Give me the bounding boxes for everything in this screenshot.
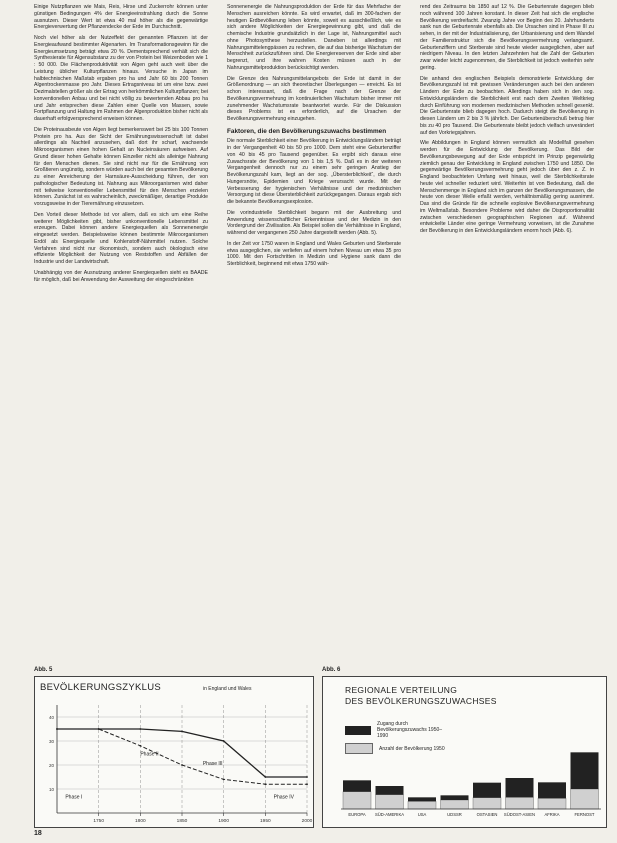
category-label: OSTASIEN (476, 812, 498, 817)
phase-label: Phase I (65, 794, 83, 801)
figure-label-5: Abb. 5 (34, 667, 53, 673)
y-tick-label: 40 (48, 715, 54, 720)
chart-subtitle: in England und Wales (203, 686, 252, 692)
category-label: USA (417, 812, 427, 817)
y-tick-label: 30 (48, 739, 54, 744)
paragraph: Die Proteinausbeute von Algen liegt bemerkenswert bei 25 bis 100 Tonnen Protein pro ha. Aus der Sicht der Ernährungswissenschaft ist dabei allerdings als Nachteil anzusehen, daß dort ihr scharf, wachsende Mikroorganismen einen hohen Gehalt an Nucleinsäuren aufweisen. Auf Grund dieser hohen Gehalte können Einzeller nicht als alleinige Nahrung für den Menschen dienen. Sie sind nicht nur für die Ernährung von Großtieren ungünstig, sondern würden auch bei der gesamten Bevölkerung zu einer Anreicherung der Harnsäure-Ausscheidung führen, der von pathologischer Bedeutung ist. Nahrung aus Mikroorganismen wird daher mit teilweise konventioneller Lebensmittel für den Menschen erzielen können. Zunächst ist es wahrscheinlich, zweckmäßiger, derartige Produkte vorzugsweise in der Tierernährung einzusetzen. (34, 126, 208, 207)
category-label: FERNOST (574, 812, 595, 817)
y-tick-label: 10 (48, 787, 54, 792)
text-column-left (34, 4, 208, 287)
chart-title-line2: DES BEVÖLKERUNGSZUWACHSES (345, 696, 497, 706)
bar-population-growth (571, 752, 599, 789)
paragraph: Sonnenenergie die Nahrungsproduktion der Erde für das Mehrfache der Menschen ausreichen könnte. Es wird erwartet, daß im 300-fachen der heutigen Erdbevölkerung leben könnte, soweit es ausschließlich, wie es sich andere Möglichkeiten der Energiegewinnung gibt, und daß die chemische Industrie grundsätzlich in der Lage ist, Nahrungsmittel auch ohne Photosynthese herzustellen. Daneben ist allerdings mit Nahrungsmittelengpässen zu rechnen, die auf das bisherige Wachstum der Menschheit zurückzuführen sind. Die Energiereserven der Erde sind aber begrenzt, und ihre wahren Kosten müssen auch in der Nahrungsmittelproduktion berücksichtigt werden. (227, 4, 401, 71)
paragraph: Unabhängig von der Ausnutzung anderer Energiequellen sieht es BAADE für möglich, daß bei Anwendung der Ausweitung der eingeschränkten (34, 269, 208, 283)
data-point (306, 776, 308, 778)
data-point (264, 776, 266, 778)
figure-regional-distribution (322, 676, 607, 828)
bar-base-population (441, 800, 469, 809)
section-heading: Faktoren, die den Bevölkerungszuwachs bestimmen (227, 127, 387, 135)
bar-population-growth (473, 783, 501, 798)
page-number: 18 (34, 830, 42, 837)
chart-title: BEVÖLKERUNGSZYKLUS (40, 682, 162, 693)
paragraph: Einige Nutzpflanzen wie Mais, Reis, Hirse und Zuckerrohr können unter günstigen Bedingungen 4% der Energieeinstrahlung durch die Sonne ausnutzen. Dieser Wert ist etwa 40 mal höher als die gegenwärtige Energieverwertung der Pflanzendecke der Erde im Durchschnitt. (34, 4, 208, 31)
phase-label: Phase II (140, 751, 159, 758)
phase-label: Phase III (202, 761, 223, 767)
chart-title-line1: REGIONALE VERTEILUNG (345, 685, 458, 695)
x-tick-label: 1850 (176, 819, 188, 824)
data-point (181, 764, 183, 766)
category-label: UDSSR (447, 812, 462, 817)
data-point (306, 783, 308, 785)
x-tick-label: 1750 (93, 819, 105, 824)
x-tick-label: 2000 (301, 819, 313, 824)
paragraph: Die anhand des englischen Beispiels demonstrierte Entwicklung der Bevölkerungszahl ist mit gewissen Veränderungen auch bei den anderen Ländern der Erde zu beobachten. Allerdings haben sich in den sog. Entwicklungsländern die Sterblichkeit erst nach dem Zweiten Weltkrieg durch Einführung von modernen medizinischen Methoden schnell gesenkt. Die Geburtenrate blieb dagegen hoch. Dadurch steigt die Bevölkerung in diesen Ländern um 2 bis 3 % jährlich. Der Geburtenüberschuß betrug hier bis zu 40 pro Tausend. Die Geburtenrate bleibt jedoch vielfach unverändert auf den Vorkriegsjahren. (420, 75, 594, 136)
figure-label-6: Abb. 6 (322, 667, 341, 673)
bar-base-population (473, 798, 501, 809)
data-point (56, 728, 58, 730)
bar-population-growth (343, 780, 371, 791)
bar-chart (323, 677, 606, 827)
bar-population-growth (441, 795, 469, 800)
paragraph: In der Zeit vor 1750 waren in England und Wales Geburten und Sterberate etwa ausgeglichen, sie verliefen auf einem hohen Niveau um etwa 35 pro 1000. Mit den Fortschritten in Medizin und Hygiene sank dann die Sterblichkeit, beginnend mit etwa 1750 wäh- (227, 240, 401, 267)
text-column-right (420, 4, 594, 239)
category-label: EUROPA (348, 812, 366, 817)
line-chart (35, 677, 313, 827)
bar-population-growth (408, 797, 436, 801)
paragraph: rend des Zeitraums bis 1850 auf 12 %. Die Geburtenrate dagegen blieb noch während 100 Jahren konstant. In dieser Zeit hat sich die englische Bevölkerung verdreifacht. Zwanzig Jahre vor Beginn des 20. Jahrhunderts sank nun die Geburtenrate ebenfalls ab. Die Ursachen sind in Phase III zu sehen, in der mit der Industrialisierung, der Urbanisierung und dem Wandel der Familienstruktur sich die Bevölkerungsvermehrung verlangsamt. Geburtenziffern und Sterberate sind heute wieder ausgeglichen, aber auf niedrigem Niveau. In den letzten Jahrzehnten hat die Zahl der Geburten zwar wieder leicht zugenommen, die Sterblichkeit ist jedoch weiterhin sehr gering. (420, 4, 594, 71)
legend-text: Anzahl der Bevölkerung 1950 (379, 745, 445, 752)
category-label: SÜDOST-ASIEN (503, 812, 536, 817)
data-point (223, 740, 225, 742)
x-tick-label: 1800 (134, 819, 146, 824)
legend-text: Zugang durch Bevölkerungszuwachs 1950–1990 (377, 721, 443, 739)
figure-population-cycle (34, 676, 314, 828)
bar-base-population (408, 801, 436, 809)
data-point (139, 745, 141, 747)
paragraph: Wie Abbildungen in England können vermutlich als Modellfall gesehen werden für die Entwicklung der Bevölkerung. Das Bild der Bevölkerungsbewegung auf der Erde entspricht im Prinzip gegenwärtig ziemlich genau der Entwicklung in England zwischen 1750 und 1850. Die gegenwärtige Bevölkerungsvermehrung geht jedoch über den z. Z. in England beobachteten Umfang weit hinaus, weil die Sterblichkeitsrate heute viel schneller reduziert wird. Weiterhin ist von Bedeutung, daß die Menschenmenge in England sich im ganzen der Bevölkerungsmassen, die heute von dieser Welle erfaßt werden, verhältnismäßig gering ausnimmt. Das sind die Gründe für die schnelle explosive Bevölkerungsvermehrung im Weltmaßstab. Besondere Probleme wird daher die Disproportionalität zwischen verschiedenen geographischen Regionen auf. Während entwickelte Länder eine geringe Vermehrung vorweisen, ist die Zunahme der Bevölkerung in den Entwicklungsländern enorm hoch (Abb. 6). (420, 140, 594, 234)
data-point (223, 779, 225, 781)
category-label: SÜD-AMERIKA (374, 812, 405, 817)
x-tick-label: 1900 (218, 819, 230, 824)
data-point (264, 783, 266, 785)
data-point (98, 728, 100, 730)
category-label: AFRIKA (544, 812, 560, 817)
paragraph: Die normale Sterblichkeit einer Bevölkerung in Entwicklungsländern beträgt in der Vergangenheit 40 bis 50 pro 1000. Dem steht eine Geburtenziffer von 40 bis 45 pro Tausend gegenüber. Es ergibt sich daraus eine Zuwachsrate der Bevölkerung von 1 bis 1,5 %. Daß es in der weiteren Vergangenheit dennoch nur zu einem sehr geringen Anstieg der Bevölkerungszahl kam, liegt an der sog. „Übersterblichkeit“, die durch Hungersnöte, Epidemien und Kriege verursacht wurde. Mit der Verbesserung der hygienischen Verhältnisse und der medizinischen Versorgung ist diese Übersterblichkeit zurückgegangen. Daraus ergab sich die bekannte Bevölkerungsexplosion. (227, 138, 401, 205)
data-point (139, 728, 141, 730)
bar-base-population (571, 789, 599, 809)
paragraph: Die Grenze des Nahrungsmittelangebots der Erde ist damit in der Größenordnung — an sich theoretischer Überlegungen — erreicht. Es ist schon interessant, daß die Frage nach der Grenze der Bevölkerungsvermehrung im kontinuierlichen Wachstum bisher immer mit zunehmender Wachstumsrate beantwortet wurde. Für die Diskussion dieses Problems ist es erforderlich, auf die Ursachen der Bevölkerungsvermehrung einzugehen. (227, 75, 401, 122)
bar-base-population (506, 797, 534, 809)
paragraph: Die vorindustrielle Sterblichkeit begann mit der Ausbreitung und Anwendung wissenschaftlicher Erkenntnisse und der Medizin in den Vordergrund der Zivilisation. Als Beispiel sollen die Verhältnisse in England, während der vergangenen 250 Jahre dargestellt werden (Abb. 5). (227, 209, 401, 236)
bar-base-population (376, 795, 404, 809)
x-tick-label: 1950 (259, 819, 271, 824)
phase-label: Phase IV (273, 794, 294, 801)
bar-base-population (343, 792, 371, 809)
bar-population-growth (506, 778, 534, 797)
data-point (181, 731, 183, 733)
paragraph: Noch viel höher als der Nutzeffekt der genannten Pflanzen ist der Energieaufwand bestimmter Algenarten. Im Transformationsgewinn für die Energieumsetzung beträgt etwa 20 %. Dementsprechend verhält sich die Synthesierate für Algensubstanz zu der von Protein bei Weizenboden wie 1 : 50 000. Die Flächenproduktivität von Algen geht auch weit über die Leistung üblicher Kulturpflanzen hinaus. Versuche in Japan im halbtechnischen Maßstab ergaben pro ha und Jahr 60 bis 200 Tonnen Algentrockenmasse pro Jahr. Dieses Ertragsniveau ist um eine bzw. zwei Dezimalstellen größer als der Ertrag von herkömmlichen Kulturpflanzen; bei konventionellen Anbau und bei nicht völlig zu bewertenden Abbau pro ha und Jahr entsprechen diese Zahlen einer Quelle von Massen, sowie Fortpflanzung und Haltung im Rahmen der Algenproduktion bisher nicht als dauerhaft erfolgversprechend erweisen können. (34, 35, 208, 122)
bar-population-growth (376, 786, 404, 795)
text-column-middle (227, 4, 401, 272)
paragraph: Den Vorteil dieser Methode ist vor allem, daß es sich um eine Reihe weiterer Möglichkeiten gibt, bisher unkonventionelle Lebensmittel zu erzeugen. Dabei können andere Energiequellen als Sonnenenergie eingesetzt werden. Beispielsweise können bestimmte Mikroorganismen Erdöl als Energiequelle und Kohlenstoff-Nährmittel nutzen. Solche Verfahren sind nicht nur ökonomisch, sondern auch ökologisch eine effiziente Möglichkeit der Nutzung von Reststoffen und Abfällen der Industrie und der Landwirtschaft. (34, 211, 208, 265)
bar-base-population (538, 798, 566, 809)
bar-population-growth (538, 782, 566, 798)
y-tick-label: 20 (48, 763, 54, 768)
